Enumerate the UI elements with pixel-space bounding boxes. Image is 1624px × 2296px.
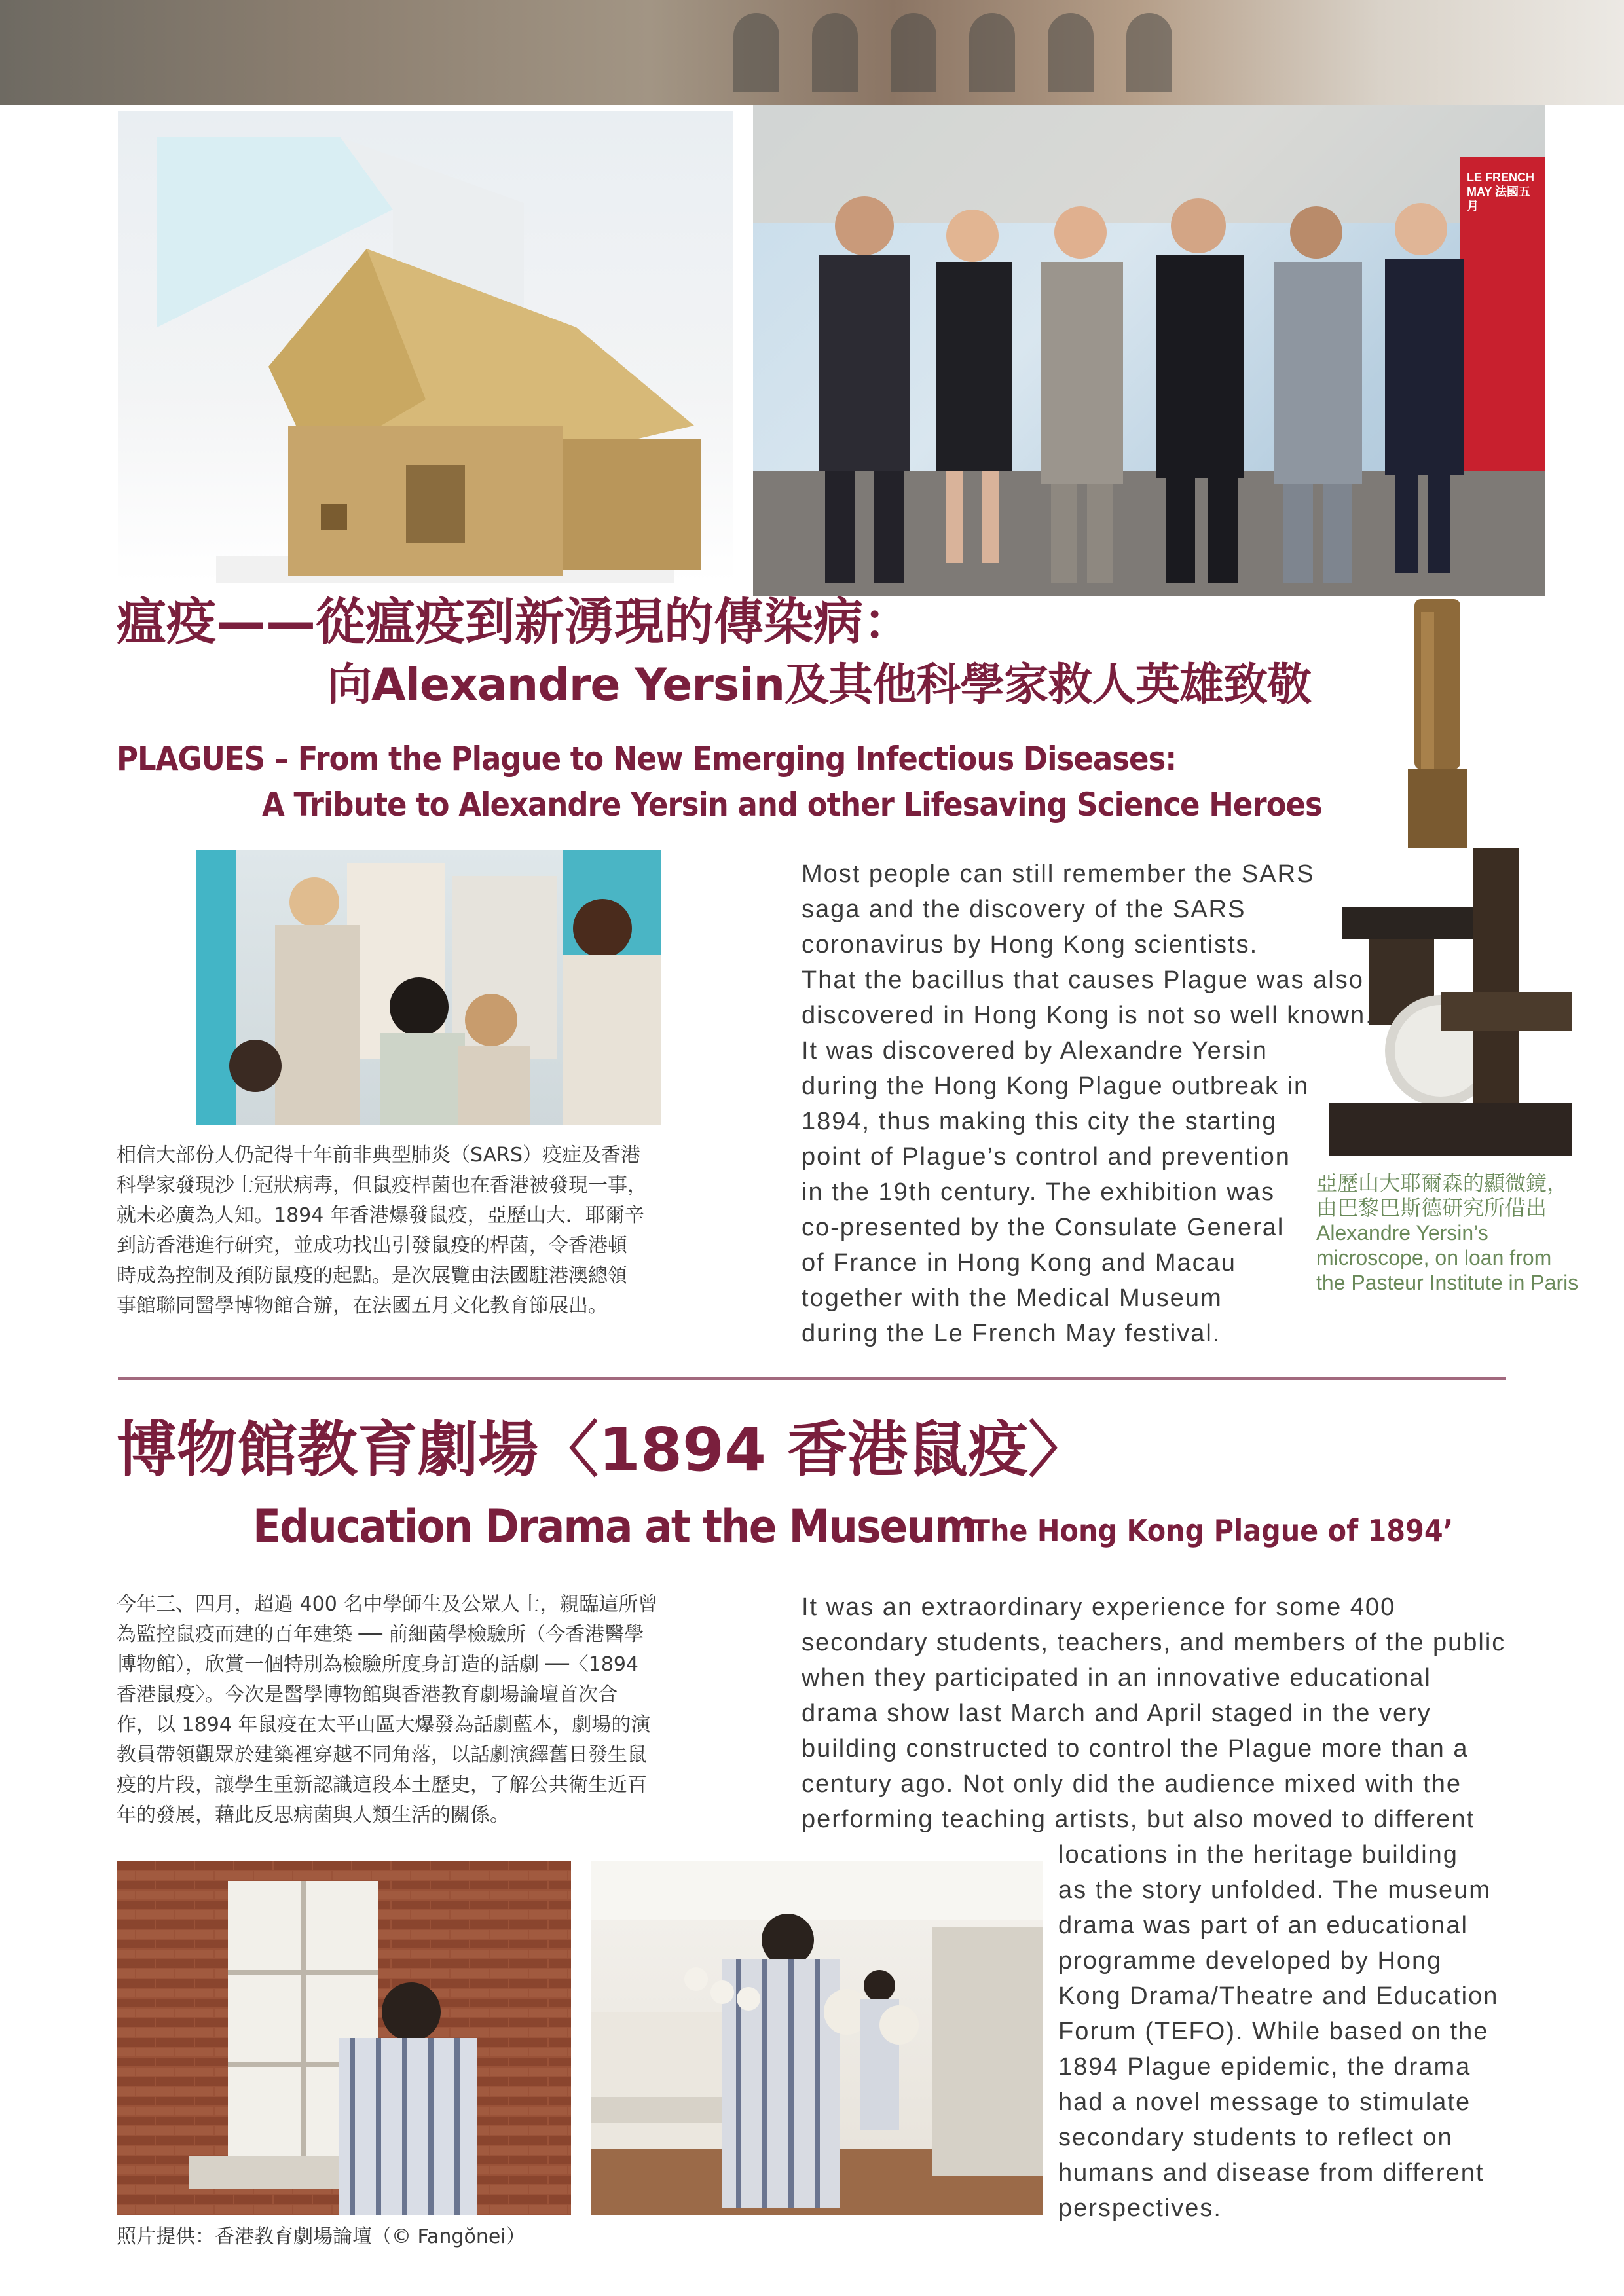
text-line: during the Hong Kong Plague outbreak in	[802, 1072, 1310, 1100]
text-line: 為監控鼠疫而建的百年建築 ── 前細菌學檢驗所（今香港醫學	[117, 1623, 644, 1646]
text-line: Most people can still remember the SARS	[802, 860, 1315, 888]
section1-title-en-line2: A Tribute to Alexandre Yersin and other Lifesaving Science Heroes	[262, 786, 1322, 824]
section1-body-en	[802, 856, 1378, 1351]
text-line: secondary students to reflect on	[1058, 2124, 1453, 2151]
text-line: programme developed by Hong	[1058, 1947, 1443, 1975]
drama-corridor-photo	[591, 1861, 1043, 2215]
gallery-guide-photo	[196, 850, 661, 1125]
text-line: discovered in Hong Kong is not so well known.	[802, 1002, 1374, 1029]
text-line: 就未必廣為人知。1894 年香港爆發鼠疫，亞歷山大．耶爾辛	[117, 1204, 644, 1227]
section2-body-en-wide	[802, 1590, 1509, 1837]
text-line: humans and disease from different	[1058, 2159, 1485, 2187]
text-line: coronavirus by Hong Kong scientists.	[802, 931, 1259, 958]
text-line: together with the Medical Museum	[802, 1285, 1223, 1312]
actor-at-window-photo	[117, 1861, 571, 2215]
section2-body-zh	[117, 1590, 758, 1831]
text-line: performing teaching artists, but also moved to different	[802, 1806, 1475, 1833]
text-line: 相信大部份人仍記得十年前非典型肺炎（SARS）疫症及香港	[117, 1144, 641, 1167]
text-line: 教員帶領觀眾於建築裡穿越不同角落，以話劇演繹舊日發生鼠	[117, 1743, 647, 1766]
text-line: Kong Drama/Theatre and Education	[1058, 1982, 1499, 2010]
text-line: 年的發展，藉此反思病菌與人類生活的關係。	[117, 1804, 509, 1827]
text-line: drama was part of an educational	[1058, 1912, 1468, 1939]
text-line: Forum (TEFO). While based on the	[1058, 2018, 1489, 2045]
text-line: 作，以 1894 年鼠疫在太平山區大爆發為話劇藍本，劇場的演	[117, 1713, 651, 1736]
text-line: It was an extraordinary experience for some 400	[802, 1594, 1396, 1621]
text-line: perspectives.	[1058, 2195, 1222, 2222]
text-line: had a novel message to stimulate	[1058, 2088, 1471, 2116]
text-line: when they participated in an innovative educational	[802, 1664, 1431, 1692]
section1-title-en-line1: PLAGUES – From the Plague to New Emerging Infectious Diseases:	[117, 740, 1177, 778]
microscope-caption	[1316, 1171, 1604, 1295]
text-line: 1894 Plague epidemic, the drama	[1058, 2053, 1471, 2081]
text-line: It was discovered by Alexandre Yersin	[802, 1037, 1268, 1065]
text-line: drama show last March and April staged in the very	[802, 1700, 1431, 1727]
section1-title-zh-line1: 瘟疫——從瘟疫到新湧現的傳染病：	[117, 592, 913, 651]
hut-model-photo	[118, 111, 733, 583]
text-line: locations in the heritage building	[1058, 1841, 1458, 1868]
text-line: 疫的片段，讓學生重新認識這段本土歷史，了解公共衛生近百	[117, 1774, 647, 1796]
header-banner-photo	[0, 0, 1624, 105]
text-line: co-presented by the Consulate General	[802, 1214, 1285, 1241]
photo-credit: 照片提供：香港教育劇場論壇（© Fangŏnei）	[117, 2225, 526, 2248]
caption-line: 亞歷山大耶爾森的顯微鏡，	[1316, 1171, 1568, 1195]
section2-body-en-narrow	[1058, 1837, 1517, 2226]
text-line: building constructed to control the Plague more than a	[802, 1735, 1469, 1762]
text-line: 時成為控制及預防鼠疫的起點。是次展覽由法國駐港澳總領	[117, 1264, 627, 1287]
text-line: saga and the discovery of the SARS	[802, 896, 1246, 923]
text-line: secondary students, teachers, and members of the public	[802, 1629, 1506, 1656]
section-divider	[118, 1377, 1506, 1380]
text-line: 1894, thus making this city the starting	[802, 1108, 1278, 1135]
caption-line: the Pasteur Institute in Paris	[1316, 1271, 1579, 1294]
caption-line: Alexandre Yersin’s	[1316, 1221, 1488, 1245]
text-line: 香港鼠疫〉。今次是醫學博物館與香港教育劇場論壇首次合	[117, 1683, 618, 1706]
text-line: century ago. Not only did the audience mixed with the	[802, 1770, 1462, 1798]
text-line: of France in Hong Kong and Macau	[802, 1249, 1236, 1277]
text-line: 到訪香港進行研究，並成功找出引發鼠疫的桿菌，令香港頓	[117, 1234, 627, 1257]
section2-title-en: Education Drama at the Museum	[253, 1500, 976, 1554]
text-line: 今年三、四月，超過 400 名中學師生及公眾人士，親臨這所曾	[117, 1593, 658, 1616]
text-line: in the 19th century. The exhibition was	[802, 1178, 1275, 1206]
text-line: during the Le French May festival.	[802, 1320, 1221, 1347]
section2-title-en-sub: ‘The Hong Kong Plague of 1894’	[961, 1513, 1454, 1548]
french-may-banner-text: LE FRENCH MAY 法國五月	[1467, 171, 1534, 213]
text-line: point of Plague’s control and prevention	[802, 1143, 1291, 1171]
text-line: 科學家發現沙士冠狀病毒，但鼠疫桿菌也在香港被發現一事，	[117, 1174, 647, 1197]
caption-line: microscope, on loan from	[1316, 1246, 1552, 1269]
caption-line: 由巴黎巴斯德研究所借出	[1316, 1196, 1547, 1220]
text-line: That the bacillus that causes Plague was also	[802, 966, 1364, 994]
text-line: as the story unfolded. The museum	[1058, 1876, 1491, 1904]
section1-body-zh	[117, 1140, 758, 1321]
vip-toast-photo	[753, 105, 1545, 596]
text-line: 事館聯同醫學博物館合辦，在法國五月文化教育節展出。	[117, 1294, 608, 1317]
section1-title-zh-line2: 向Alexandre Yersin及其他科學家救人英雄致敬	[327, 659, 1312, 711]
section2-title-zh: 博物館教育劇場〈1894 香港鼠疫〉	[117, 1415, 1089, 1485]
text-line: 博物館），欣賞一個特別為檢驗所度身訂造的話劇 ──〈1894	[117, 1653, 639, 1676]
